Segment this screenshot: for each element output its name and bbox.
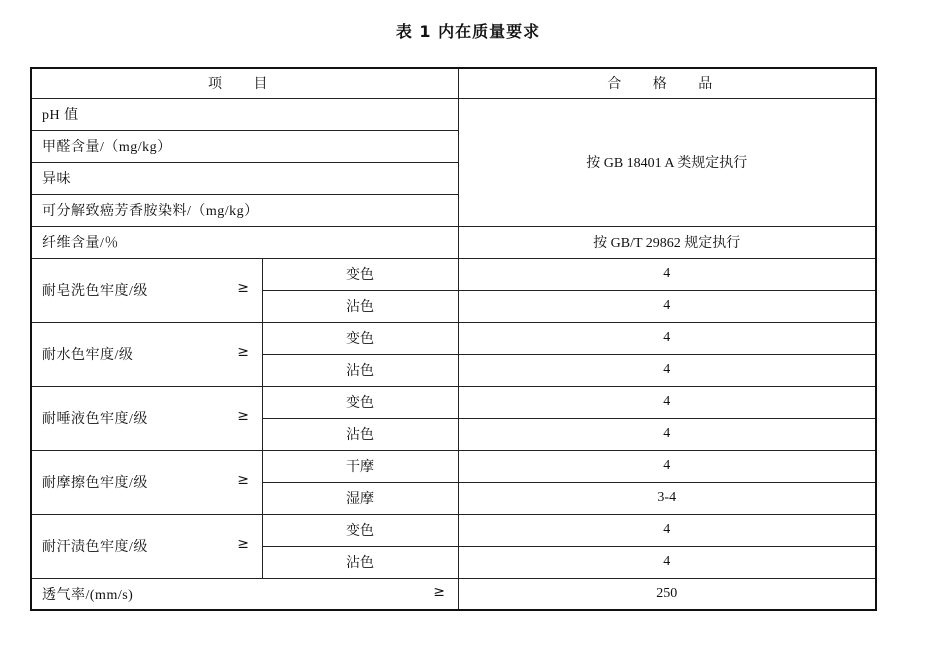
- fastness-label-saliva: [31, 386, 262, 450]
- table-row: [31, 258, 876, 290]
- header-item: 项 目: [31, 68, 458, 98]
- row-label-ph: pH 值: [31, 98, 458, 130]
- sub-label: 干摩: [262, 450, 458, 482]
- table-row: [31, 226, 876, 258]
- sub-value: 4: [458, 258, 876, 290]
- fastness-name: 耐水色牢度/级: [42, 348, 134, 363]
- fastness-name: 耐皂洗色牢度/级: [42, 284, 148, 299]
- table-row: [31, 514, 876, 546]
- gte-sign: ≥: [237, 536, 250, 552]
- fastness-label-water: [31, 322, 262, 386]
- gte-sign: ≥: [237, 344, 250, 360]
- table-row: [31, 578, 876, 610]
- fastness-label-perspiration: [31, 514, 262, 578]
- sub-label: 沾色: [262, 546, 458, 578]
- gte-sign: ≥: [237, 280, 250, 296]
- sub-value: 4: [458, 290, 876, 322]
- table-row: [31, 322, 876, 354]
- table-title: 表 1 内在质量要求: [395, 22, 541, 41]
- table-row: [31, 450, 876, 482]
- air-value: 250: [458, 578, 876, 610]
- table-row: [31, 98, 876, 130]
- sub-label: 变色: [262, 386, 458, 418]
- sub-label: 沾色: [262, 418, 458, 450]
- fastness-label-rubbing: [31, 450, 262, 514]
- row-label-air-permeability: [31, 578, 458, 610]
- table-row: [31, 386, 876, 418]
- sub-label: 变色: [262, 322, 458, 354]
- sub-value: 4: [458, 418, 876, 450]
- gte-sign: ≥: [237, 408, 250, 424]
- header-grade: 合 格 品: [458, 68, 876, 98]
- sub-value: 4: [458, 546, 876, 578]
- sub-value: 4: [458, 514, 876, 546]
- fastness-label-washing: [31, 258, 262, 322]
- sub-value: 4: [458, 386, 876, 418]
- fastness-name: 耐摩擦色牢度/级: [42, 476, 148, 491]
- fastness-name: 耐汗渍色牢度/级: [42, 540, 148, 555]
- sub-label: 变色: [262, 514, 458, 546]
- sub-value: 3-4: [458, 482, 876, 514]
- fastness-name: 耐唾液色牢度/级: [42, 412, 148, 427]
- gte-sign: ≥: [433, 583, 446, 600]
- row-label-formaldehyde: 甲醛含量/（mg/kg）: [31, 130, 458, 162]
- sub-label: 沾色: [262, 290, 458, 322]
- row-label-azo-dyes: 可分解致癌芳香胺染料/（mg/kg）: [31, 194, 458, 226]
- fiber-requirement: 按 GB/T 29862 规定执行: [458, 226, 876, 258]
- sub-label: 沾色: [262, 354, 458, 386]
- sub-label: 变色: [262, 258, 458, 290]
- table-header-row: [31, 68, 876, 98]
- sub-value: 4: [458, 322, 876, 354]
- quality-requirements-table: [30, 67, 877, 611]
- row-label-odor: 异味: [31, 162, 458, 194]
- sub-label: 湿摩: [262, 482, 458, 514]
- sub-value: 4: [458, 450, 876, 482]
- merged-requirement-cell: 按 GB 18401 A 类规定执行: [458, 98, 876, 226]
- air-name: 透气率/(mm/s): [42, 587, 134, 603]
- sub-value: 4: [458, 354, 876, 386]
- gte-sign: ≥: [237, 472, 250, 488]
- row-label-fiber: 纤维含量/％: [31, 226, 458, 258]
